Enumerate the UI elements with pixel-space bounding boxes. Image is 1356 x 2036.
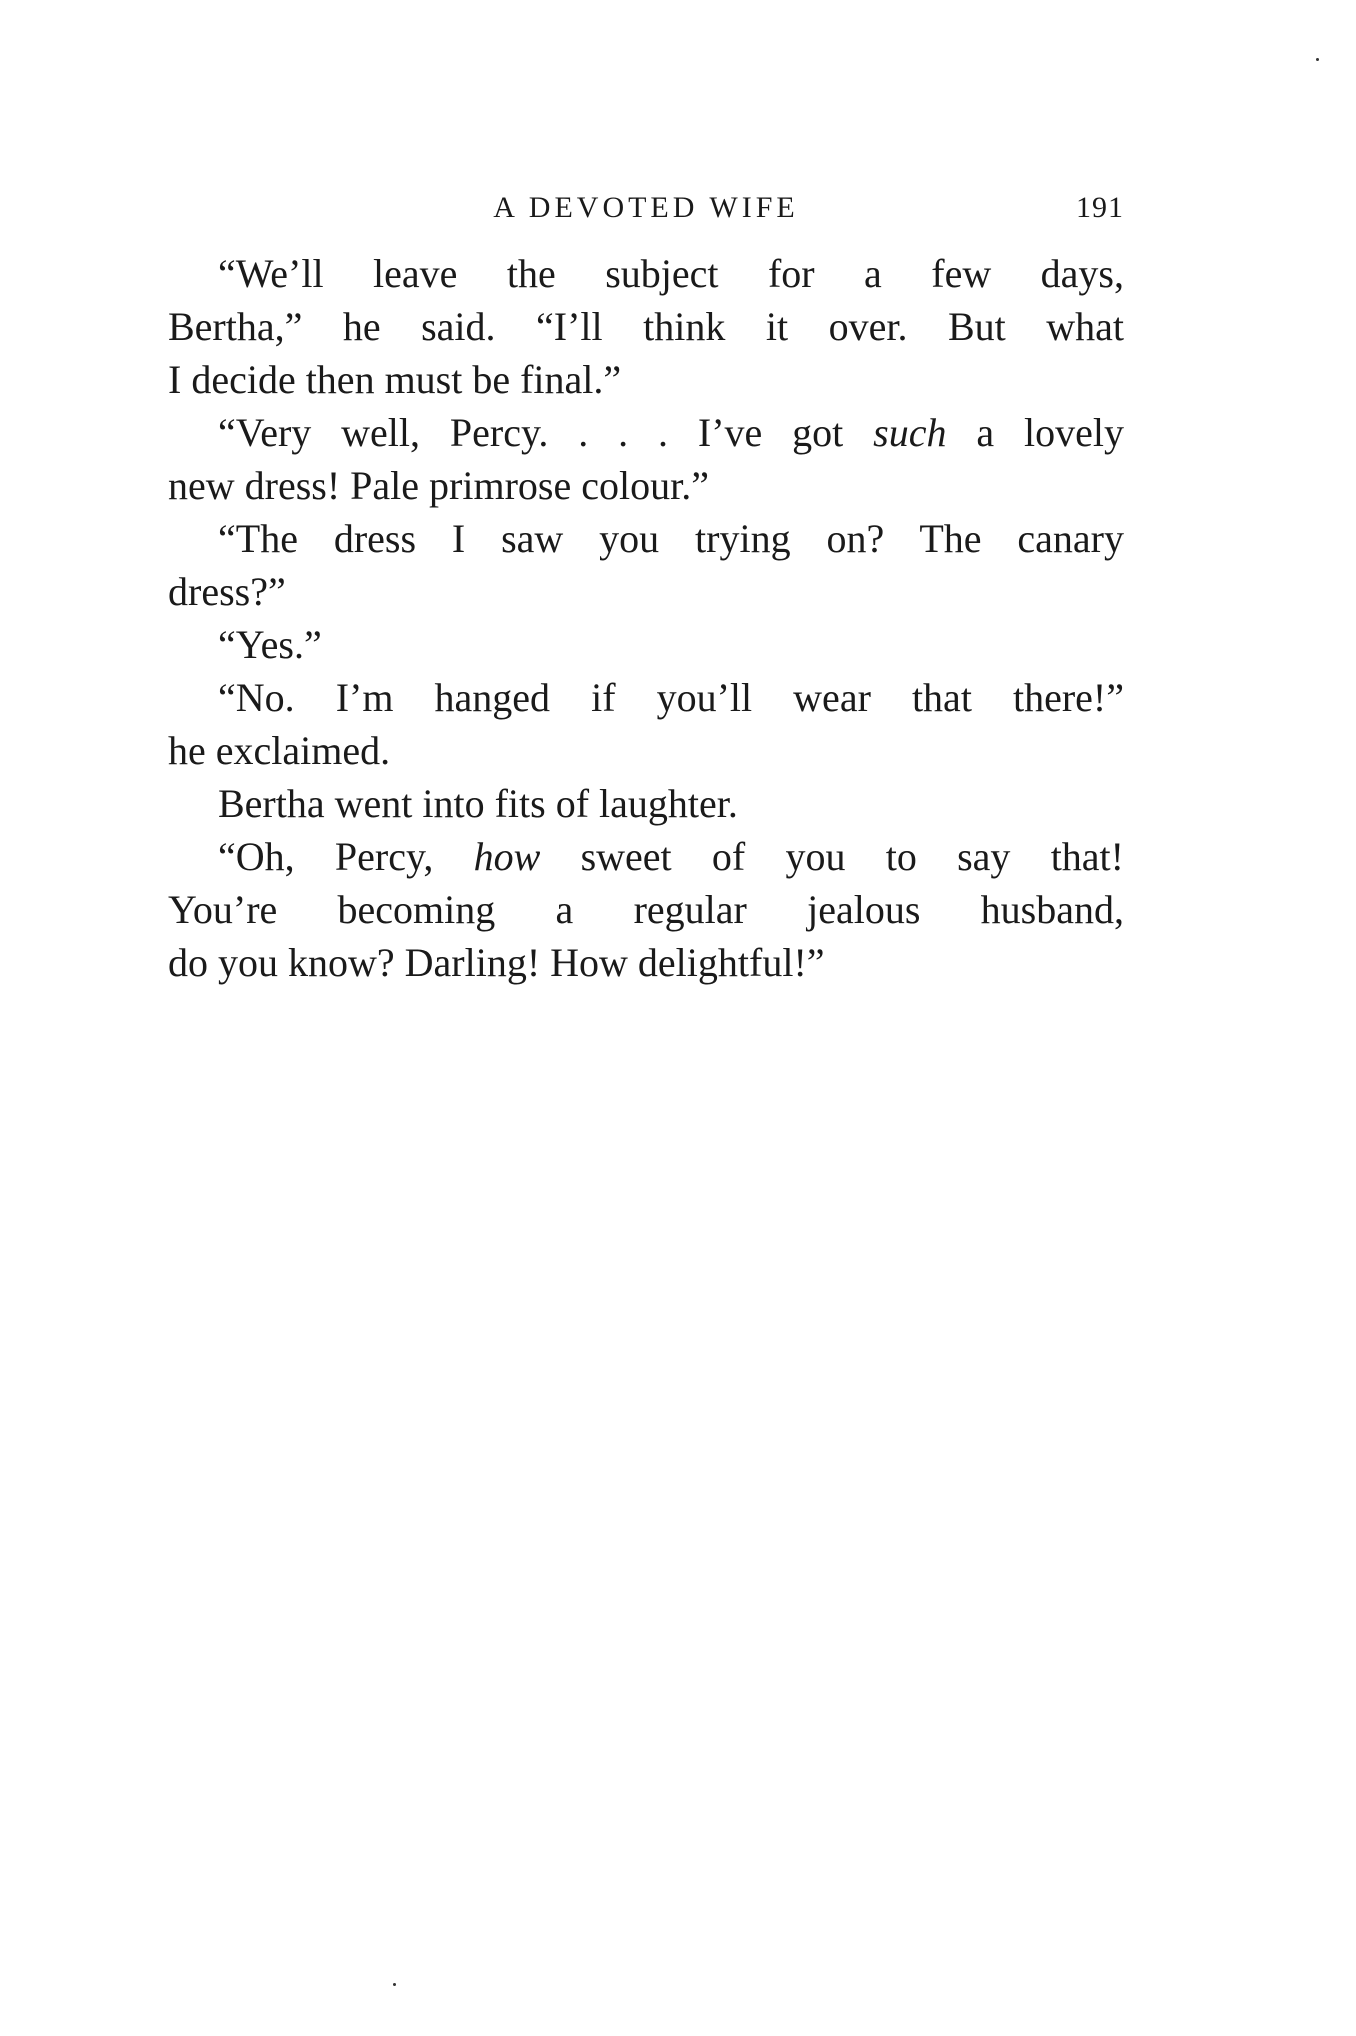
text-line: Bertha went into fits of laughter. <box>218 781 738 826</box>
paragraph <box>168 247 1124 406</box>
body-text <box>168 247 1124 989</box>
scan-speck <box>1316 58 1319 61</box>
running-title: A DEVOTED WIFE <box>493 191 799 224</box>
text-line: “Oh, Percy, how sweet of you to say that! <box>218 834 1124 879</box>
text-line: Bertha,” he said. “I’ll think it over. But what <box>168 304 1124 349</box>
page-number: 191 <box>1076 191 1124 224</box>
text-line: dress?” <box>168 569 286 614</box>
text-line: “The dress I saw you trying on? The canary <box>218 516 1124 561</box>
scan-speck <box>393 1983 396 1986</box>
text-line: “We’ll leave the subject for a few days, <box>218 251 1124 296</box>
text-line: You’re becoming a regular jealous husband, <box>168 887 1124 932</box>
italic-emphasis: how <box>473 834 541 879</box>
paragraph <box>168 830 1124 989</box>
text-line: “Very well, Percy. . . . I’ve got such a lovely <box>218 410 1124 455</box>
text-line: do you know? Darling! How delightful!” <box>168 940 825 985</box>
running-head <box>168 188 1124 232</box>
text-line: he exclaimed. <box>168 728 391 773</box>
paragraph <box>168 512 1124 618</box>
text-line: “No. I’m hanged if you’ll wear that there!” <box>218 675 1124 720</box>
paragraph <box>168 777 1124 830</box>
paragraph <box>168 618 1124 671</box>
text-line: I decide then must be final.” <box>168 357 622 402</box>
paragraph <box>168 406 1124 512</box>
text-line: new dress! Pale primrose colour.” <box>168 463 709 508</box>
paragraph <box>168 671 1124 777</box>
italic-emphasis: such <box>873 410 947 455</box>
text-line: “Yes.” <box>218 622 322 667</box>
